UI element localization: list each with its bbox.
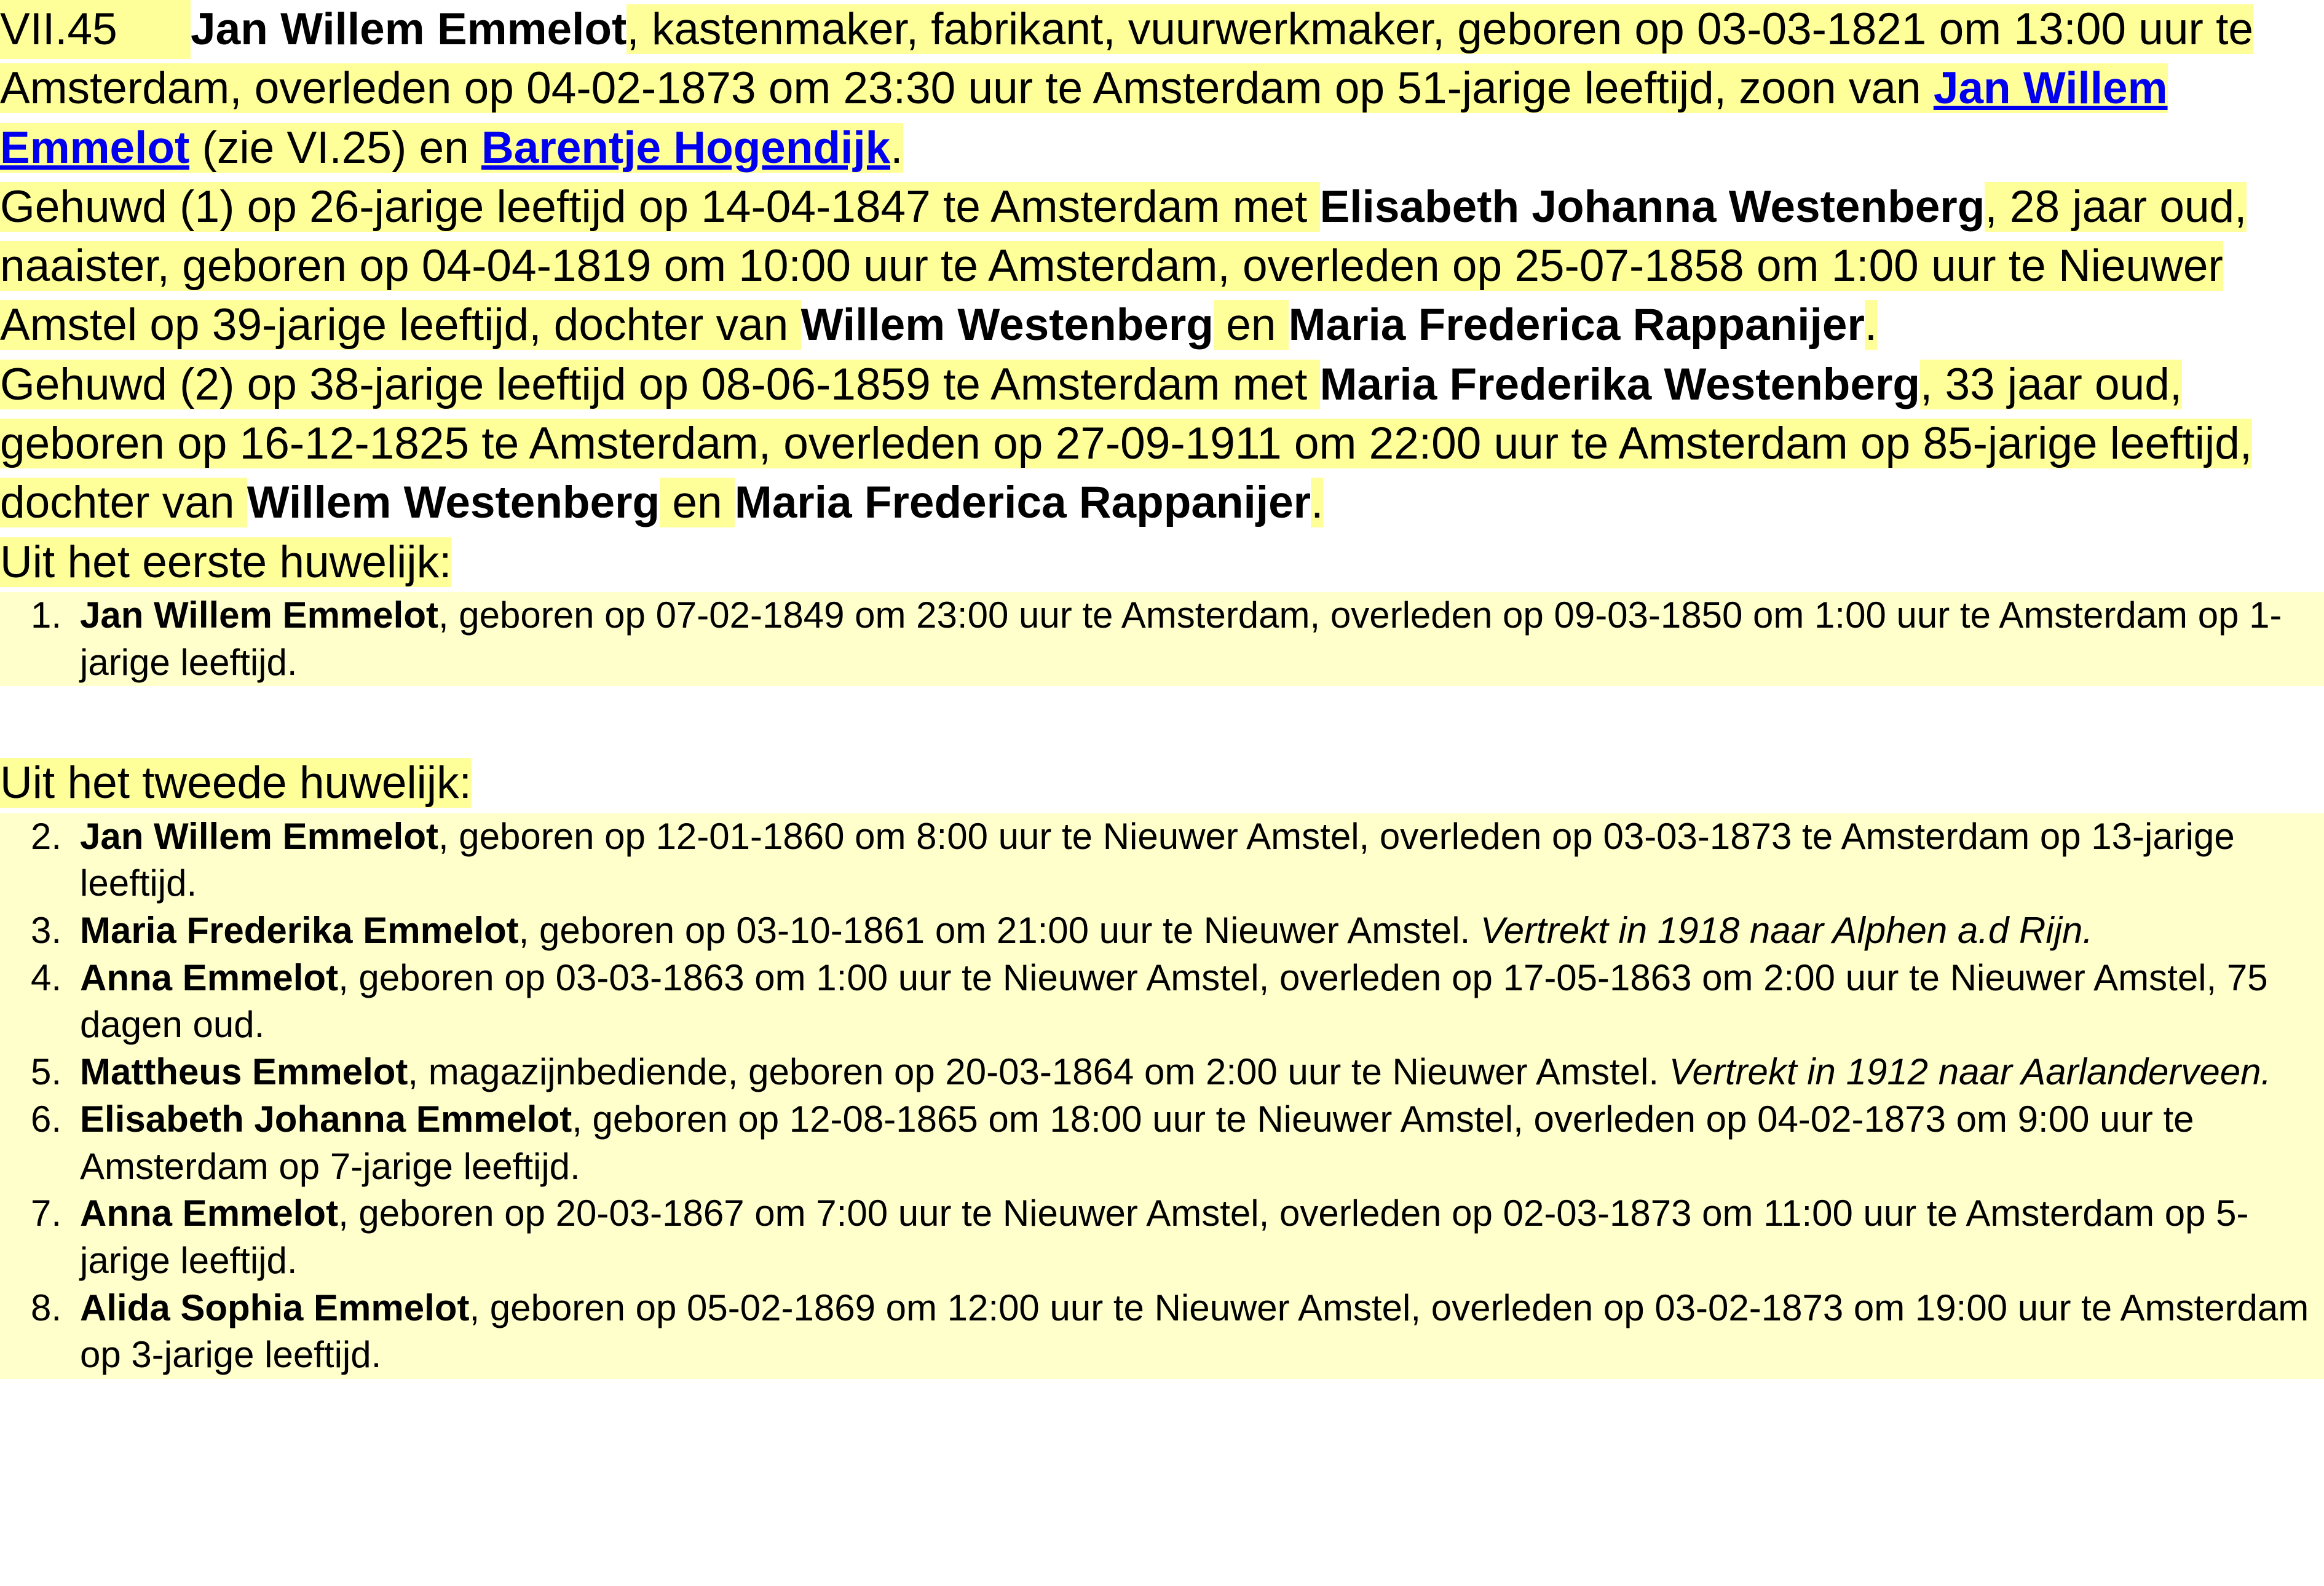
spouse-2-mother: Maria Frederica Rappanijer bbox=[734, 478, 1311, 528]
child-name: Maria Frederika Emmelot bbox=[80, 910, 519, 952]
marriage-2-lead: Gehuwd (2) op 38-jarige leeftijd op 08-06-1859 te Amsterdam met bbox=[0, 359, 1320, 409]
child-name: Anna Emmelot bbox=[80, 1193, 339, 1234]
spouse-2-details: , 33 jaar oud, geboren op 16-12-1825 te Amsterdam, overleden op 27-09-1911 om 22:00 uur te Amsterdam op 85-jarige leeftijd, dochter van bbox=[0, 359, 2253, 528]
child-name: Elisabeth Johanna Emmelot bbox=[80, 1098, 572, 1140]
child-note: Vertrekt in 1912 naar Aarlanderveen. bbox=[1669, 1051, 2272, 1093]
spouse-1-details: , 28 jaar oud, naaister, geboren op 04-04-1819 om 10:00 uur te Amsterdam, overleden op 25-07-1858 om 1:00 uur te Nieuwer Amstel op 39-jarige leeftijd, dochter van bbox=[0, 181, 2247, 350]
child-details: , geboren op 20-03-1867 om 7:00 uur te Nieuwer Amstel, overleden op 02-03-1873 om 11:00 uur te Amsterdam op 5-jarige leeftijd. bbox=[80, 1193, 2249, 1281]
reference-text: (zie VI.25) en bbox=[189, 122, 482, 173]
child-name: Mattheus Emmelot bbox=[80, 1051, 408, 1093]
child-item bbox=[0, 955, 2324, 1049]
child-item bbox=[0, 1096, 2324, 1190]
child-name: Alida Sophia Emmelot bbox=[80, 1287, 470, 1328]
marriage-1-paragraph bbox=[0, 178, 2324, 355]
child-number: 6. bbox=[31, 1098, 62, 1140]
heading-second-marriage bbox=[0, 754, 2324, 813]
spouse-2-name: Maria Frederika Westenberg bbox=[1319, 359, 1920, 409]
spouse-1-mother: Maria Frederica Rappanijer bbox=[1288, 300, 1865, 350]
child-number: 3. bbox=[31, 910, 62, 952]
child-note: Vertrekt in 1918 naar Alphen a.d Rijn. bbox=[1480, 910, 2093, 952]
child-number: 2. bbox=[31, 815, 62, 857]
conjunction: en bbox=[1213, 300, 1289, 350]
spouse-1-name: Elisabeth Johanna Westenberg bbox=[1319, 181, 1985, 232]
marriage-1-lead: Gehuwd (1) op 26-jarige leeftijd op 14-04-1847 te Amsterdam met bbox=[0, 181, 1320, 232]
child-details: , geboren op 05-02-1869 om 12:00 uur te Nieuwer Amstel, overleden op 03-02-1873 om 19:00 uur te Amsterdam op 3-jarige leeftijd. bbox=[80, 1287, 2309, 1376]
child-number: 8. bbox=[31, 1287, 62, 1328]
heading-first-marriage bbox=[0, 533, 2324, 592]
father-link[interactable]: Jan Willem Emmelot bbox=[0, 63, 2168, 173]
child-details: , geboren op 03-03-1863 om 1:00 uur te Nieuwer Amstel, overleden op 17-05-1863 om 2:00 uur te Nieuwer Amstel, 75 dagen oud. bbox=[80, 957, 2268, 1046]
person-paragraph bbox=[0, 0, 2324, 178]
conjunction: en bbox=[660, 478, 735, 528]
mother-link[interactable]: Barentje Hogendijk bbox=[481, 122, 891, 173]
children-list-first bbox=[0, 592, 2324, 686]
child-number: 5. bbox=[31, 1051, 62, 1093]
period: . bbox=[1864, 300, 1878, 350]
child-details: , geboren op 07-02-1849 om 23:00 uur te Amsterdam, overleden op 09-03-1850 om 1:00 uur te Amsterdam op 1-jarige leeftijd. bbox=[80, 594, 2282, 683]
child-details: , geboren op 12-01-1860 om 8:00 uur te Nieuwer Amstel, overleden op 03-03-1873 te Amsterdam op 13-jarige leeftijd. bbox=[80, 815, 2235, 904]
child-number: 1. bbox=[31, 594, 62, 636]
child-details: , geboren op 03-10-1861 om 21:00 uur te Nieuwer Amstel. bbox=[518, 910, 1480, 952]
child-name: Anna Emmelot bbox=[80, 957, 339, 998]
heading-first-text: Uit het eerste huwelijk: bbox=[0, 537, 452, 587]
spouse-1-father: Willem Westenberg bbox=[800, 300, 1214, 350]
spacer bbox=[0, 686, 2324, 754]
children-list-second bbox=[0, 813, 2324, 1379]
marriage-2-paragraph bbox=[0, 355, 2324, 533]
person-name: Jan Willem Emmelot bbox=[191, 4, 627, 54]
child-number: 7. bbox=[31, 1193, 62, 1234]
child-number: 4. bbox=[31, 957, 62, 998]
period: . bbox=[890, 122, 903, 173]
child-name: Jan Willem Emmelot bbox=[80, 815, 438, 857]
spouse-2-father: Willem Westenberg bbox=[247, 478, 660, 528]
child-item bbox=[0, 1190, 2324, 1284]
generation-id: VII.45 bbox=[0, 0, 191, 59]
child-item bbox=[0, 813, 2324, 907]
child-item bbox=[0, 1049, 2324, 1096]
child-name: Jan Willem Emmelot bbox=[80, 594, 438, 636]
person-details: , kastenmaker, fabrikant, vuurwerkmaker, geboren op 03-03-1821 om 13:00 uur te Amsterdam, overleden op 04-02-1873 om 23:30 uur te Amsterdam op 51-jarige leeftijd, zoon van bbox=[0, 4, 2253, 114]
child-item bbox=[0, 1285, 2324, 1379]
heading-second-text: Uit het tweede huwelijk: bbox=[0, 758, 472, 808]
child-item bbox=[0, 907, 2324, 955]
child-details: , geboren op 12-08-1865 om 18:00 uur te Nieuwer Amstel, overleden op 04-02-1873 om 9:00 uur te Amsterdam op 7-jarige leeftijd. bbox=[80, 1098, 2194, 1187]
period: . bbox=[1311, 478, 1324, 528]
child-details: , magazijnbediende, geboren op 20-03-1864 om 2:00 uur te Nieuwer Amstel. bbox=[408, 1051, 1669, 1093]
child-item bbox=[0, 592, 2324, 686]
